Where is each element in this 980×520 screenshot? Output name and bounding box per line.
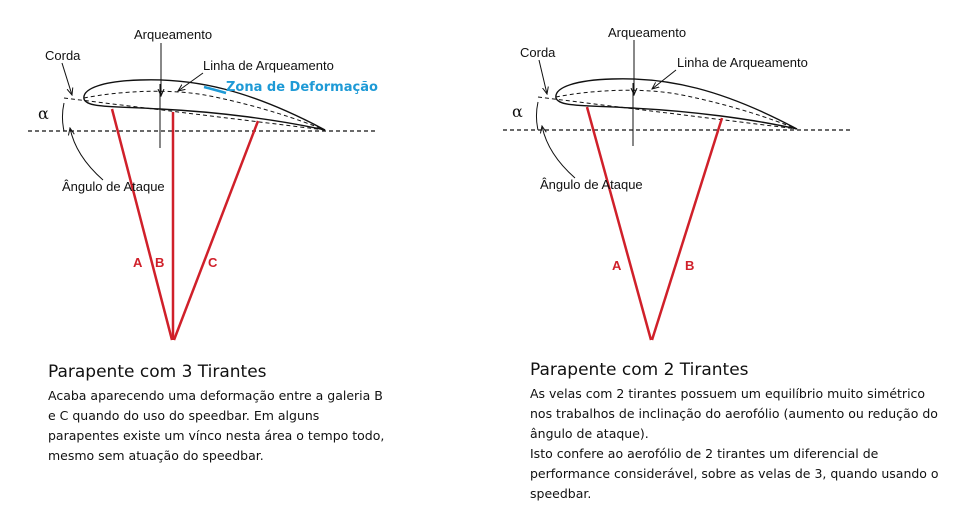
alpha-arc xyxy=(63,103,65,131)
caption-title: Parapente com 2 Tirantes xyxy=(530,360,749,380)
label-alpha: α xyxy=(38,104,49,123)
label-arqueamento: Arqueamento xyxy=(134,27,213,42)
label-angulo-ataque: Ângulo de Ataque xyxy=(62,179,165,194)
airfoil-diagram-2-tirantes xyxy=(503,25,850,340)
caption-3-tirantes xyxy=(48,362,393,466)
tirante-c-line xyxy=(174,121,258,340)
label-zona-deformacao: Zona de Deformação xyxy=(226,80,378,95)
tirante-label-a: A xyxy=(612,258,622,273)
tirante-label-b: B xyxy=(685,258,695,273)
tirante-b-line xyxy=(652,118,722,340)
label-linha-arqueamento: Linha de Arqueamento xyxy=(203,58,334,73)
caption-body-1: As velas com 2 tirantes possuem um equilíbrio muito simétrico nos trabalhos de inclinação do aerofólio (aumento ou redução do ângulo de ataque). xyxy=(530,386,938,441)
airfoil-diagram-3-tirantes xyxy=(28,27,378,340)
camber-line xyxy=(84,91,325,130)
tirante-a-line xyxy=(587,107,651,340)
tirante-a-line xyxy=(112,109,172,340)
angulo-ataque-leader xyxy=(542,126,575,178)
linha-arqueamento-leader xyxy=(652,70,676,89)
caption-2-tirantes xyxy=(530,360,950,504)
tirante-label-b: B xyxy=(155,255,165,270)
corda-leader xyxy=(62,63,72,95)
tirante-label-a: A xyxy=(133,255,143,270)
alpha-arc xyxy=(537,102,539,130)
label-angulo-ataque: Ângulo de Ataque xyxy=(540,177,643,192)
label-arqueamento: Arqueamento xyxy=(608,25,687,40)
tirante-label-c: C xyxy=(208,255,218,270)
chord-line xyxy=(538,97,797,129)
tirante-lines xyxy=(112,109,258,340)
label-alpha: α xyxy=(512,102,523,121)
caption-body: Acaba aparecendo uma deformação entre a galeria B e C quando do uso do speedbar. Em alguns parapentes existe um vínco nesta área o tempo todo, mesmo sem atuação do speedbar. xyxy=(48,388,385,463)
chord-line xyxy=(64,98,325,130)
deformation-zone-mark xyxy=(204,87,226,93)
angulo-ataque-leader xyxy=(70,128,103,180)
tirante-lines xyxy=(587,107,722,340)
caption-body-2: Isto confere ao aerofólio de 2 tirantes um diferencial de performance considerável, sobre as velas de 3, quando usando o speedbar. xyxy=(530,446,939,501)
label-corda: Corda xyxy=(45,48,81,63)
caption-title: Parapente com 3 Tirantes xyxy=(48,362,267,382)
label-corda: Corda xyxy=(520,45,556,60)
label-linha-arqueamento: Linha de Arqueamento xyxy=(677,55,808,70)
corda-leader xyxy=(539,60,547,94)
